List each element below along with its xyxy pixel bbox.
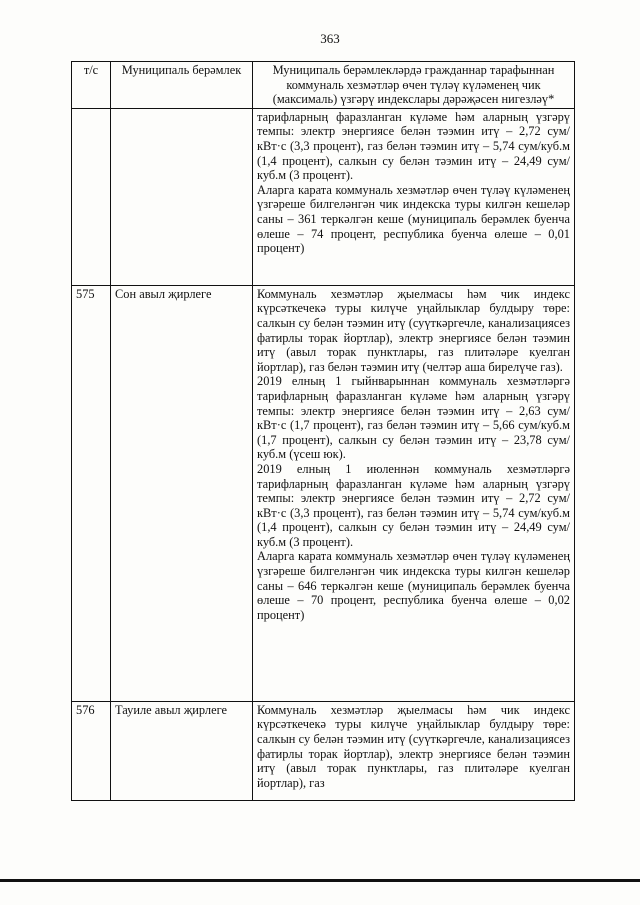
description-paragraph: 2019 елның 1 гыйнварыннан коммуналь хезмәтләргә тарифларның фаразланган күләме һәм аларның үзгәрү темпы: электр энергиясе белән тәэмин итү – 2,63 сум/кВт·с (1,7 процент), газ белән тәэмин итү – 5,66 сум/куб.м (1,7 процент), салкын су белән тәэмин итү – 23,78 сум/куб.м (үсеш юк). [257, 374, 570, 462]
description-paragraph: 2019 елның 1 июленнән коммуналь хезмәтләргә тарифларның фаразланган күләме һәм аларның үзгәрү темпы: электр энергиясе белән тәэмин итү – 2,72 сум/кВт·с (3,3 процент), газ белән тәэмин итү – 5,74 сум/куб.м (1,4 процент), салкын су белән тәэмин итү – 24,49 сум/куб.м (3 процент). [257, 461, 570, 549]
description-paragraph: Аларга карата коммуналь хезмәтләр өчен түләү күләменең үзгәреше билгеләнгән чик индекска туры килгән кешеләр саны – 646 теркәлгән кеше (муниципаль берәмлек буенча өлеше – 70 процент, республика буенча өлеше – 0,02 процент) [257, 549, 570, 622]
municipal-index-table [71, 61, 575, 801]
table-row [72, 701, 575, 800]
row-municipality [111, 108, 253, 285]
page-number: 363 [320, 31, 340, 46]
row-description [253, 701, 575, 800]
header-description: Муниципаль берәмлекләрдә гражданнар тарафыннан коммуналь хезмәтләр өчен түләү күләменең чик (максималь) үзгәрү индекслары дәрәҗәсен нигезләү* [253, 62, 575, 109]
row-municipality: Сон авыл җирлеге [111, 285, 253, 701]
description-paragraph: тарифларның фаразланган күләме һәм аларның үзгәрү темпы: электр энергиясе белән тәэмин итү – 2,72 сум/кВт·с (3,3 процент), газ белән тәэмин итү – 5,74 сум/куб.м (1,4 процент), салкын су белән тәэмин итү – 24,49 сум/куб.м (3 процент). [257, 109, 570, 183]
row-municipality: Тауиле авыл җирлеге [111, 701, 253, 800]
table-row [72, 285, 575, 701]
row-num: 575 [72, 285, 111, 701]
row-num [72, 108, 111, 285]
table-row [72, 108, 575, 285]
description-paragraph: Коммуналь хезмәтләр җыелмасы һәм чик индекс күрсәткечекә туры килүче уңайлыклар булдыру төре: салкын су белән тәэмин итү (суүткәргечле, канализациясез фатирлы торак йортлар), электр энергиясе белән тәэмин итү (авыл торак пунктлары, газ плитәләре куелган йортлар), газ [257, 702, 570, 790]
header-num: т/с [72, 62, 111, 109]
description-paragraph: Аларга карата коммуналь хезмәтләр өчен түләү күләменең үзгәреше билгеләнгән чик индекска туры килгән кешеләр саны – 361 теркәлгән кеше (муниципаль берәмлек буенча өлеше – 74 процент, республика буенча өлеше – 0,01 процент) [257, 182, 570, 256]
row-num: 576 [72, 701, 111, 800]
header-municipality: Муниципаль берәмлек [111, 62, 253, 109]
page-bottom-rule [0, 879, 640, 882]
table-header-row [72, 62, 575, 109]
row-description [253, 285, 575, 701]
row-description [253, 108, 575, 285]
description-paragraph: Коммуналь хезмәтләр җыелмасы һәм чик индекс күрсәткечекә туры килүче уңайлыклар булдыру төре: салкын су белән тәэмин итү (суүткәргечле, канализациясез фатирлы торак йортлар), электр энергиясе белән тәэмин итү (авыл торак пунктлары, газ плитәләре куелган йортлар), газ белән тәэмин итү (челтәр аша бирелүче газ). [257, 286, 570, 374]
